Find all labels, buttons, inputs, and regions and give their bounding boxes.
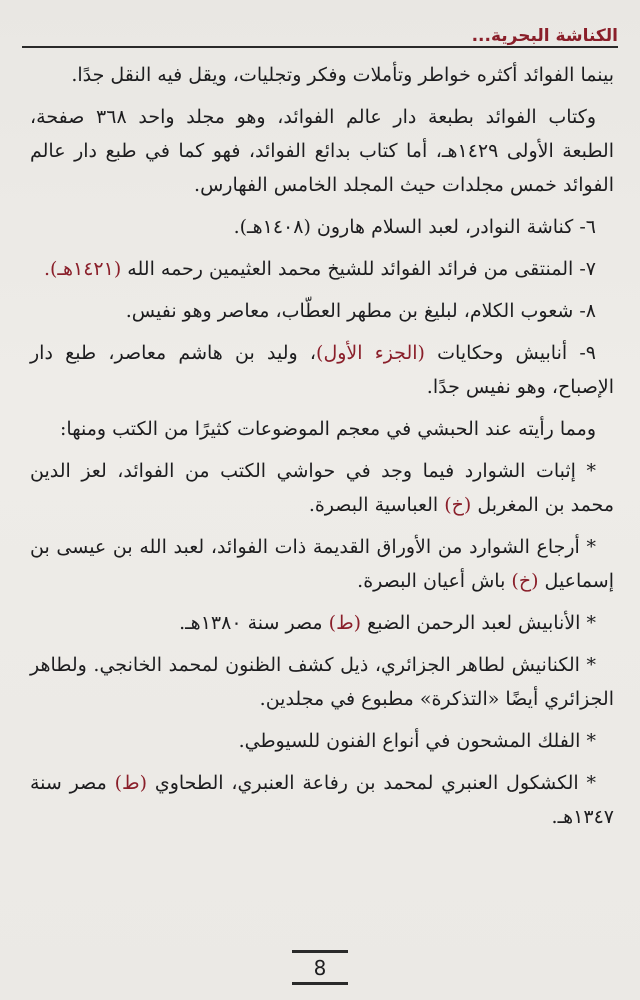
paragraph-2: وكتاب الفوائد بطبعة دار عالم الفوائد، وهو مجلد واحد ٣٦٨ صفحة، الطبعة الأولى ١٤٢٩هـ، أما كتاب بدائع الفوائد، فهو كما في طبع دار عالم الفوائد خمس مجلدات حيث المجلد الخامس الفهارس. xyxy=(30,106,614,196)
bullet-6-text: * الكشكول العنبري لمحمد بن رفاعة العنبري، الطحاوي xyxy=(147,772,596,794)
print-mark: (ط) xyxy=(114,772,148,794)
bullet-2 xyxy=(30,530,614,598)
list-item-7 xyxy=(30,252,614,286)
list-item-9-rest: ، وليد بن هاشم معاصر، طبع دار الإصباح، وهو نفيس جدًا. xyxy=(30,342,614,398)
list-item-9-part: (الجزء الأول) xyxy=(316,342,425,364)
bullet-3-text: * الأنابيش لعبد الرحمن الضبع xyxy=(361,612,596,634)
footer-rule-bottom xyxy=(292,982,348,985)
list-item-9-title: ٩- أنابيش وحكايات xyxy=(424,342,597,364)
page-number: 8 xyxy=(313,956,327,980)
bullet-1-rest: العباسية البصرة. xyxy=(308,494,445,516)
print-mark: (ط) xyxy=(328,612,362,634)
page-footer xyxy=(0,950,640,990)
list-item-7-year: (١٤٢١هـ). xyxy=(43,258,122,280)
bullet-1-text: * إثبات الشوارد فيما وجد في حواشي الكتب من الفوائد، لعز الدين محمد بن المغربل xyxy=(30,460,614,516)
footer-rule-top xyxy=(292,950,348,953)
manuscript-mark: (خ) xyxy=(511,570,539,592)
list-item-7-text: ٧- المنتقى من فرائد الفوائد للشيخ محمد العثيمين رحمه الله xyxy=(121,258,596,280)
bullet-2-rest: باش أعيان البصرة. xyxy=(357,570,512,592)
manuscript-mark: (خ) xyxy=(444,494,472,516)
list-item-6: ٦- كناشة النوادر، لعبد السلام هارون (١٤٠٨هـ). xyxy=(233,216,596,238)
bullet-2-text: * أرجاع الشوارد من الأوراق القديمة ذات الفوائد، لعبد الله بن عيسى بن إسماعيل xyxy=(30,536,614,592)
running-header-title: الكناشة البحرية... xyxy=(471,26,618,46)
bullet-5: * الفلك المشحون في أنواع الفنون للسيوطي. xyxy=(238,730,596,752)
bullet-4: * الكنانيش لطاهر الجزائري، ذيل كشف الظنون لمحمد الخانجي. ولطاهر الجزائري أيضًا «التذكرة» مطبوع في مجلدين. xyxy=(30,654,614,710)
list-item-9 xyxy=(30,336,614,404)
bullet-3-rest: مصر سنة ١٣٨٠هـ. xyxy=(179,612,329,634)
bullet-1 xyxy=(30,454,614,522)
running-header xyxy=(22,26,618,48)
intro-paragraph: ومما رأيته عند الحبشي في معجم الموضوعات كثيرًا من الكتب ومنها: xyxy=(60,418,596,440)
header-rule xyxy=(22,46,618,48)
bullet-6 xyxy=(30,766,614,834)
page-body xyxy=(30,58,614,842)
list-item-8: ٨- شعوب الكلام، لبليغ بن مطهر العطّاب، معاصر وهو نفيس. xyxy=(125,300,596,322)
paragraph-1: بينما الفوائد أكثره خواطر وتأملات وفكر وتجليات، ويقل فيه النقل جدًا. xyxy=(71,64,614,86)
bullet-6-rest: مصر سنة ١٣٤٧هـ. xyxy=(30,772,614,828)
bullet-3 xyxy=(30,606,614,640)
